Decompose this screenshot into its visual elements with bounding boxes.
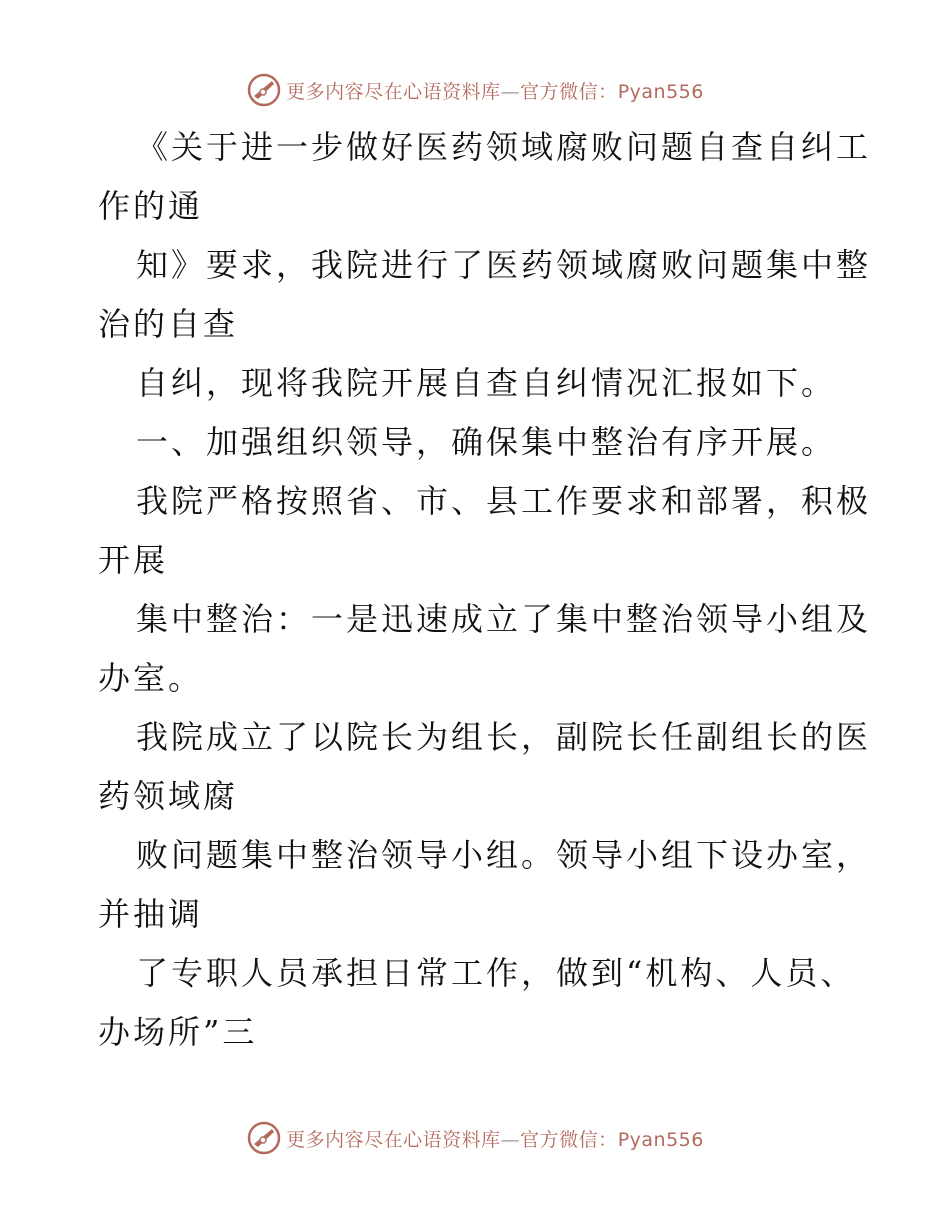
seal-logo-icon (246, 1120, 282, 1156)
footer-watermark (0, 1118, 950, 1158)
watermark-separator: — (500, 1128, 521, 1151)
watermark-text (286, 77, 704, 104)
text-line: 了专职人员承担日常工作，做到“机构、人员、 (136, 954, 856, 992)
text-line: 一、加强组织领导，确保集中整治有序开展。 (136, 423, 837, 461)
watermark-brand: 更多内容尽在心语资料库 (286, 80, 501, 103)
watermark-text (286, 1125, 704, 1152)
text-line: 作的通 (98, 187, 204, 225)
text-line: 《关于进一步做好医药领域腐败问题自查自纠工 (136, 128, 872, 166)
watermark-brand: 更多内容尽在心语资料库 (286, 1128, 501, 1151)
watermark-separator: — (500, 80, 521, 103)
text-line: 开展 (98, 541, 169, 579)
text-line: 我院成立了以院长为组长，副院长任副组长的医 (136, 718, 872, 756)
text-line: 败问题集中整治领导小组。领导小组下设办室， (136, 836, 872, 874)
watermark-wechat-id: Pyan556 (617, 80, 704, 103)
text-line: 自纠，现将我院开展自查自纠情况汇报如下。 (136, 364, 837, 402)
watermark-suffix: 官方微信： (520, 80, 618, 103)
text-line: 知》要求，我院进行了医药领域腐败问题集中整 (136, 246, 872, 284)
text-line: 办场所”三 (98, 1013, 258, 1051)
watermark-suffix: 官方微信： (520, 1128, 618, 1151)
header-watermark (0, 70, 950, 110)
watermark-wechat-id: Pyan556 (617, 1128, 704, 1151)
text-line: 治的自查 (98, 305, 239, 343)
seal-logo-icon (246, 72, 282, 108)
text-line: 办室。 (98, 659, 204, 697)
text-line: 并抽调 (98, 895, 204, 933)
text-line: 药领域腐 (98, 777, 239, 815)
text-line: 集中整治：一是迅速成立了集中整治领导小组及 (136, 600, 872, 638)
text-line: 我院严格按照省、市、县工作要求和部署，积极 (136, 482, 872, 520)
document-body (98, 118, 872, 1062)
